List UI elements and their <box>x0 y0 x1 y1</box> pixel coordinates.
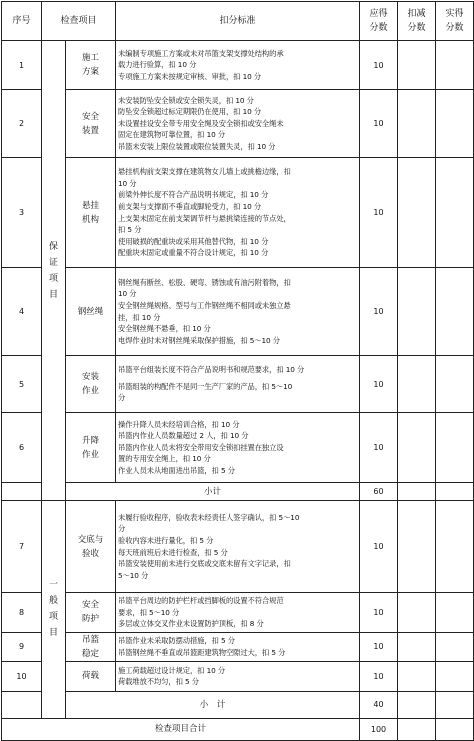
group-general: 一 般 项 目 <box>42 501 66 719</box>
row-seq: 3 <box>2 158 42 268</box>
total-row <box>2 718 474 740</box>
row-item: 升降 作业 <box>66 413 116 483</box>
row-deducted-cell[interactable] <box>398 661 436 691</box>
row-actual-cell[interactable] <box>436 268 474 356</box>
row-due-score: 10 <box>360 268 398 356</box>
group-guarantee: 保 证 项 目 <box>42 41 66 501</box>
total-deducted-cell[interactable] <box>398 718 436 740</box>
row-standard: 未安装防坠安全锁或安全锁失灵，扣 10 分 防坠安全锁超过标定期限仍在使用，扣 10 分 未设置挂设安全带专用安全绳及安全锁扣或安全绳未 固定在建筑物可靠位置，扣 10 分 吊篮未安装上限位装置或限位装置失灵，扣 10 分 <box>116 90 360 158</box>
row-seq: 2 <box>2 90 42 158</box>
row-deducted-cell[interactable] <box>398 356 436 413</box>
row-seq: 7 <box>2 501 42 593</box>
row-actual-cell[interactable] <box>436 90 474 158</box>
row-item: 交底与 验收 <box>66 501 116 593</box>
header-seq: 序号 <box>2 2 42 41</box>
row-actual-cell[interactable] <box>436 501 474 593</box>
row-deducted-cell[interactable] <box>398 41 436 90</box>
row-standard: 吊篮平台周边的防护栏杆或挡脚板的设置不符合规范 要求，扣 5～10 分 多层或立体交叉作业未设置防护顶板，扣 8 分 <box>116 593 360 633</box>
subtotal-deducted-cell[interactable] <box>398 483 436 501</box>
row-seq: 10 <box>2 661 42 691</box>
row-deducted-cell[interactable] <box>398 413 436 483</box>
subtotal-actual-cell[interactable] <box>436 483 474 501</box>
row-deducted-cell[interactable] <box>398 593 436 633</box>
row-item: 安全 装置 <box>66 90 116 158</box>
subtotal-row <box>2 483 474 501</box>
row-due-score: 10 <box>360 632 398 661</box>
row-item: 施工 方案 <box>66 41 116 90</box>
header-row <box>2 2 474 41</box>
row-standard: 施工荷载超过设计规定，扣 10 分 荷载堆放不均匀，扣 5 分 <box>116 661 360 691</box>
row-seq: 4 <box>2 268 42 356</box>
table-row <box>2 356 474 413</box>
subtotal-label: 小计 <box>66 483 360 501</box>
row-standard: 钢丝绳有断丝、松股、硬弯、锈蚀或有油污附着物，扣 10 分 安全钢丝绳规格、型号与工作钢丝绳不相同或未独立悬 挂，扣 10 分 安全钢丝绳不悬垂，扣 10 分 电焊作业时未对钢丝绳采取保护措施，扣 5～10 分 <box>116 268 360 356</box>
table-row <box>2 632 474 661</box>
table-row <box>2 41 474 90</box>
subtotal-label: 小 计 <box>66 691 360 718</box>
row-due-score: 10 <box>360 413 398 483</box>
row-standard: 吊篮作业未采取防摆动措施，扣 5 分 吊篮钢丝绳不垂直或吊篮距建筑物空隙过大，扣 5 分 <box>116 632 360 661</box>
table-row <box>2 413 474 483</box>
header-due-score: 应得 分数 <box>360 2 398 41</box>
header-group: 检查项目 <box>42 2 116 41</box>
row-due-score: 10 <box>360 158 398 268</box>
table-row <box>2 158 474 268</box>
row-actual-cell[interactable] <box>436 593 474 633</box>
total-actual-cell[interactable] <box>436 718 474 740</box>
row-standard: 吊篮平台组装长度不符合产品说明书和规范要求，扣 10 分 吊篮组装的构配件不是同一生产厂家的产品，扣 5～10 分 <box>116 356 360 413</box>
row-standard: 悬挂机构前支架支撑在建筑物女儿墙上或挑檐边缘，扣 10 分 前梁外伸长度不符合产品说明书规定，扣 10 分 前支架与支撑面不垂直或脚轮受力，扣 10 分 上支架未固定在前支架调节杆与悬挑梁连接的节点处， 扣 5 分 使用破损的配重块或采用其他替代物，扣 10 分 配重块未固定或重量不符合设计规定，扣 10 分 <box>116 158 360 268</box>
total-score: 100 <box>360 718 398 740</box>
row-item: 安装 作业 <box>66 356 116 413</box>
row-actual-cell[interactable] <box>436 632 474 661</box>
row-seq: 5 <box>2 356 42 413</box>
total-label: 检查项目合计 <box>2 718 360 740</box>
row-deducted-cell[interactable] <box>398 90 436 158</box>
row-item: 吊篮 稳定 <box>66 632 116 661</box>
row-seq: 1 <box>2 41 42 90</box>
table-row <box>2 593 474 633</box>
row-due-score: 10 <box>360 90 398 158</box>
row-actual-cell[interactable] <box>436 661 474 691</box>
row-item: 安全 防护 <box>66 593 116 633</box>
row-due-score: 10 <box>360 501 398 593</box>
row-deducted-cell[interactable] <box>398 158 436 268</box>
header-actual: 实得 分数 <box>436 2 474 41</box>
row-due-score: 10 <box>360 356 398 413</box>
inspection-table <box>1 1 474 741</box>
row-deducted-cell[interactable] <box>398 268 436 356</box>
header-standard: 扣分标准 <box>116 2 360 41</box>
row-standard: 操作升降人员未经培训合格，扣 10 分 吊篮内作业人员数量超过 2 人，扣 10 分 吊篮内作业人员未将安全带用安全锁扣挂置在独立设 置的专用安全绳上，扣 10 分 作业人员未从地面进出吊篮，扣 5 分 <box>116 413 360 483</box>
row-actual-cell[interactable] <box>436 158 474 268</box>
row-seq: 8 <box>2 593 42 633</box>
table-row <box>2 501 474 593</box>
row-due-score: 10 <box>360 661 398 691</box>
subtotal-row <box>2 691 474 718</box>
subtotal-score: 40 <box>360 691 398 718</box>
row-standard: 未履行验收程序，验收表未经责任人签字确认，扣 5～10 分 验收内容未进行量化，扣 5 分 每天班前班后未进行检查，扣 5 分 吊篮安装使用前未进行交底或交底未留有文字记录，扣 5～10 分 <box>116 501 360 593</box>
subtotal-deducted-cell[interactable] <box>398 691 436 718</box>
row-deducted-cell[interactable] <box>398 501 436 593</box>
row-due-score: 10 <box>360 41 398 90</box>
row-seq: 6 <box>2 413 42 483</box>
row-actual-cell[interactable] <box>436 41 474 90</box>
row-due-score: 10 <box>360 593 398 633</box>
row-item: 钢丝绳 <box>66 268 116 356</box>
row-seq: 9 <box>2 632 42 661</box>
table-row <box>2 90 474 158</box>
table-row <box>2 661 474 691</box>
table-row <box>2 268 474 356</box>
row-standard: 未编制专项施工方案或未对吊篮支架支撑处结构的承 载力进行验算，扣 10 分 专项施工方案未按规定审核、审批，扣 10 分 <box>116 41 360 90</box>
row-deducted-cell[interactable] <box>398 632 436 661</box>
row-actual-cell[interactable] <box>436 413 474 483</box>
row-actual-cell[interactable] <box>436 356 474 413</box>
subtotal-score: 60 <box>360 483 398 501</box>
subtotal-actual-cell[interactable] <box>436 691 474 718</box>
row-item: 悬挂 机构 <box>66 158 116 268</box>
row-item: 荷载 <box>66 661 116 691</box>
header-deducted: 扣减 分数 <box>398 2 436 41</box>
